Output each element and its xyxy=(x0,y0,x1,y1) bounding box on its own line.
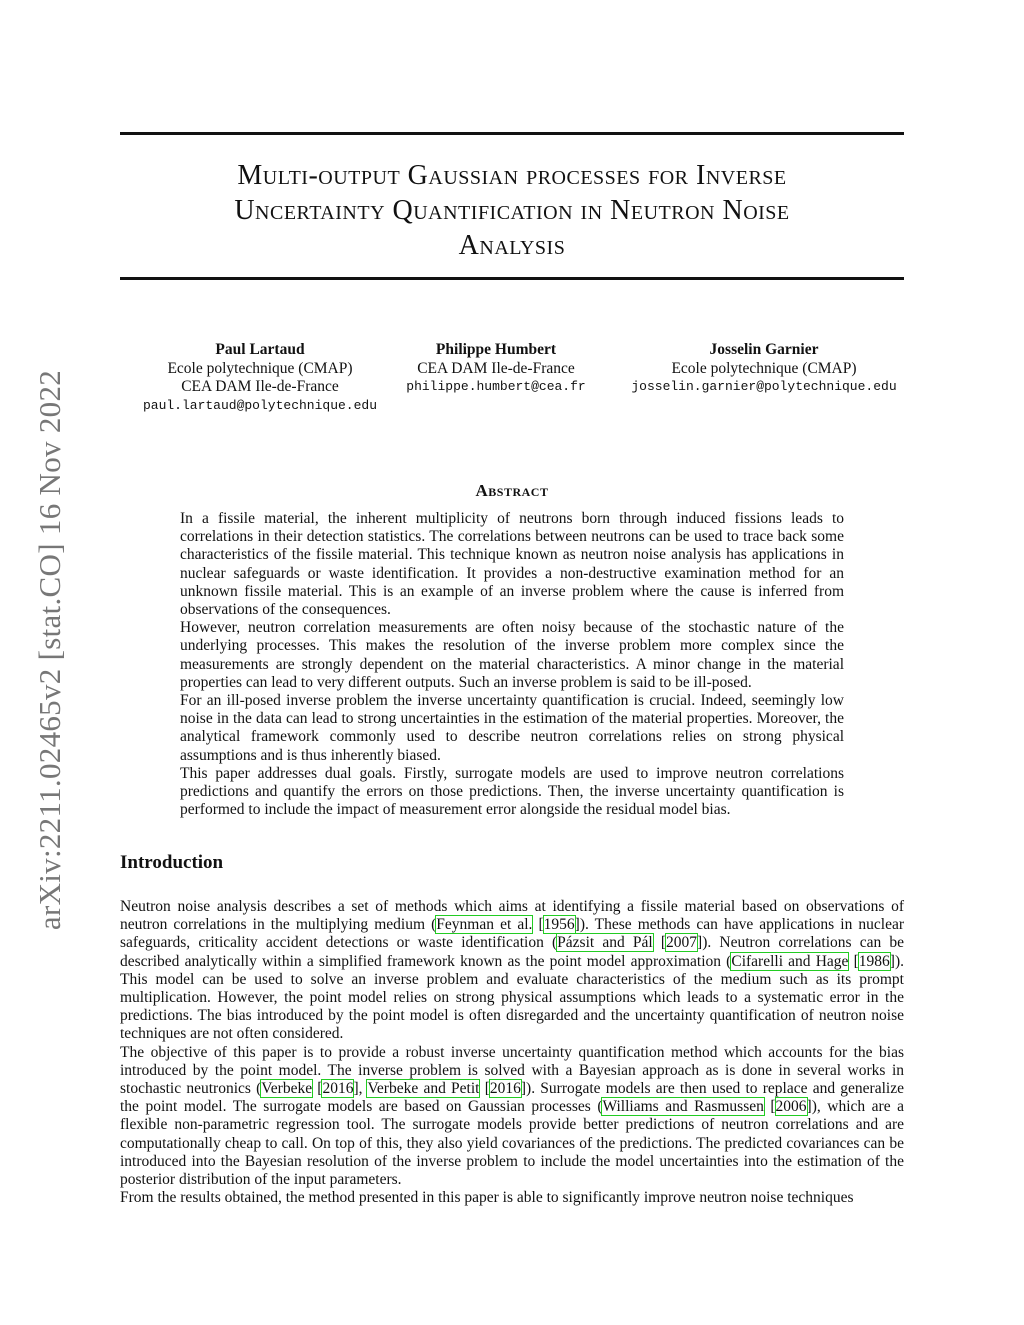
paragraph-text: ]). Neutron correlations can be described analytically within a simplified framework known as the point model approximation ( xyxy=(120,934,904,970)
citation-link[interactable]: Cifarelli and Hage xyxy=(731,952,849,970)
author-email[interactable]: paul.lartaud@polytechnique.edu xyxy=(142,397,378,413)
paragraph-text: The objective of this paper is to provide a robust inverse uncertainty quantification method which accounts for the bias introduced by the point model. The inverse problem is solved with a Bayesian approach as is done in several works in stochastic neutronics ( xyxy=(120,1043,904,1098)
abstract-paragraph: In a fissile material, the inherent multiplicity of neutrons born through induced fissions leads to correlations in their detection statistics. The correlations between neutrons can be used to trace back some characteristics of the fissile material. This technique known as neutron noise analysis has applications in nuclear safeguards or waste identification. It provides a non-destructive examination method for an unknown fissile material. This is an example of an inverse problem where the cause is inferred from observations of the consequences. xyxy=(180,510,844,619)
author-email[interactable]: josselin.garnier@polytechnique.edu xyxy=(631,379,897,394)
title-line-3: Analysis xyxy=(458,230,566,261)
paragraph-text: [ xyxy=(652,934,667,952)
abstract-heading: Abstract xyxy=(475,481,549,500)
bottom-rule xyxy=(120,277,904,280)
paragraph-text: ], xyxy=(353,1080,368,1098)
section-heading-introduction: Introduction xyxy=(120,852,224,873)
paragraph-text: ]). These methods can have applications in nuclear safeguards, criticality accident detections or waste identification ( xyxy=(120,916,905,952)
paper-title xyxy=(120,158,904,263)
arxiv-sidebar-id: arXiv:2211.02465v2 [stat.CO] 16 Nov 2022 xyxy=(32,369,67,931)
author-lartaud xyxy=(130,341,390,415)
abstract-paragraph: This paper addresses dual goals. Firstly, surrogate models are used to improve neutron correlations predictions and quantify the errors on those predictions. Then, the inverse uncertainty quantification is performed to include the impact of measurement error alongside the residual model bias. xyxy=(180,764,844,819)
paragraph-text: [ xyxy=(312,1080,323,1098)
citation-year-link[interactable]: 2016 xyxy=(489,1080,521,1098)
author-name: Josselin Garnier xyxy=(709,341,819,358)
paragraph-text: ]). This model can be used to solve an inverse problem and evaluate characteristics of the medium such as its prompt multiplication. However, the point model relies on strong physical assumptions which leads to a systematic error in the predictions. The bias introduced by the point model is often disregarded and the uncertainty quantification of neutron noise techniques are not often considered. xyxy=(120,952,904,1043)
citation-year-link[interactable]: 2016 xyxy=(322,1080,354,1098)
paragraph-text: ]), which are a flexible non-parametric regression tool. The surrogate models provide better predictions of neutron correlations and are computationally cheap to call. On top of this, they also yield covariances of the predictions. The predicted covariances can be introduced into the Bayesian resolution of the inverse problem to include the model uncertainties into the estimation of the posterior distribution of the input parameters. xyxy=(120,1098,904,1189)
author-affiliation: CEA DAM Ile-de-France xyxy=(181,378,339,395)
author-affiliation: Ecole polytechnique (CMAP) xyxy=(671,359,857,377)
introduction-body xyxy=(120,898,904,1207)
abstract-paragraph: For an ill-posed inverse problem the inverse uncertainty quantification is crucial. Indeed, seemingly low noise in the data can lead to strong uncertainties in the estimation of the material properties. Moreover, the analytical framework commonly used to describe neutron correlations relies on strong physical assumptions and is thus inherently biased. xyxy=(180,692,844,764)
author-affiliation: Ecole polytechnique (CMAP) xyxy=(167,359,353,377)
citation-year-link[interactable]: 2006 xyxy=(775,1098,807,1116)
author-garnier xyxy=(612,341,916,397)
title-line-1: Multi-output Gaussian processes for Inverse xyxy=(237,160,787,191)
author-name: Philippe Humbert xyxy=(435,341,557,358)
intro-paragraph xyxy=(120,898,904,1044)
citation-year-link[interactable]: 2007 xyxy=(666,934,698,952)
citation-link[interactable]: Feynman et al. xyxy=(436,916,533,934)
citation-link[interactable]: Williams and Rasmussen xyxy=(602,1098,764,1116)
paragraph-text: [ xyxy=(479,1080,490,1098)
citation-link[interactable]: Pázsit and Pál xyxy=(557,934,653,952)
abstract-body xyxy=(180,510,844,819)
author-email[interactable]: philippe.humbert@cea.fr xyxy=(406,379,586,394)
author-name: Paul Lartaud xyxy=(215,341,305,358)
top-rule xyxy=(120,132,904,135)
paragraph-text: [ xyxy=(532,916,544,934)
citation-year-link[interactable]: 1956 xyxy=(543,916,575,934)
title-line-2: Uncertainty Quantification in Neutron Noise xyxy=(234,195,790,226)
paragraph-text: ]). Surrogate models are then used to replace and generalize the point model. The surrogate models are based on Gaussian processes ( xyxy=(120,1080,904,1116)
paragraph-text: [ xyxy=(848,952,859,970)
paragraph-text: Neutron noise analysis describes a set of methods which aims at identifying a fissile material based on observations of neutron correlations in the multiplying medium ( xyxy=(120,898,904,934)
citation-link[interactable]: Verbeke and Petit xyxy=(367,1080,480,1098)
citation-year-link[interactable]: 1986 xyxy=(858,952,890,970)
author-affiliation: CEA DAM Ile-de-France xyxy=(417,359,575,377)
intro-paragraph xyxy=(120,1044,904,1190)
intro-paragraph: From the results obtained, the method presented in this paper is able to significantly improve neutron noise techniques xyxy=(120,1189,854,1207)
paragraph-text: [ xyxy=(763,1098,776,1116)
author-humbert xyxy=(382,341,610,397)
citation-link[interactable]: Verbeke xyxy=(261,1080,313,1098)
abstract-paragraph: However, neutron correlation measurements are often noisy because of the stochastic nature of the underlying processes. This makes the resolution of the inverse problem more complex since the measurements are strongly dependent on the material characteristics. A minor change in the material properties can lead to very different outputs. Such an inverse problem is said to be ill-posed. xyxy=(180,619,844,691)
